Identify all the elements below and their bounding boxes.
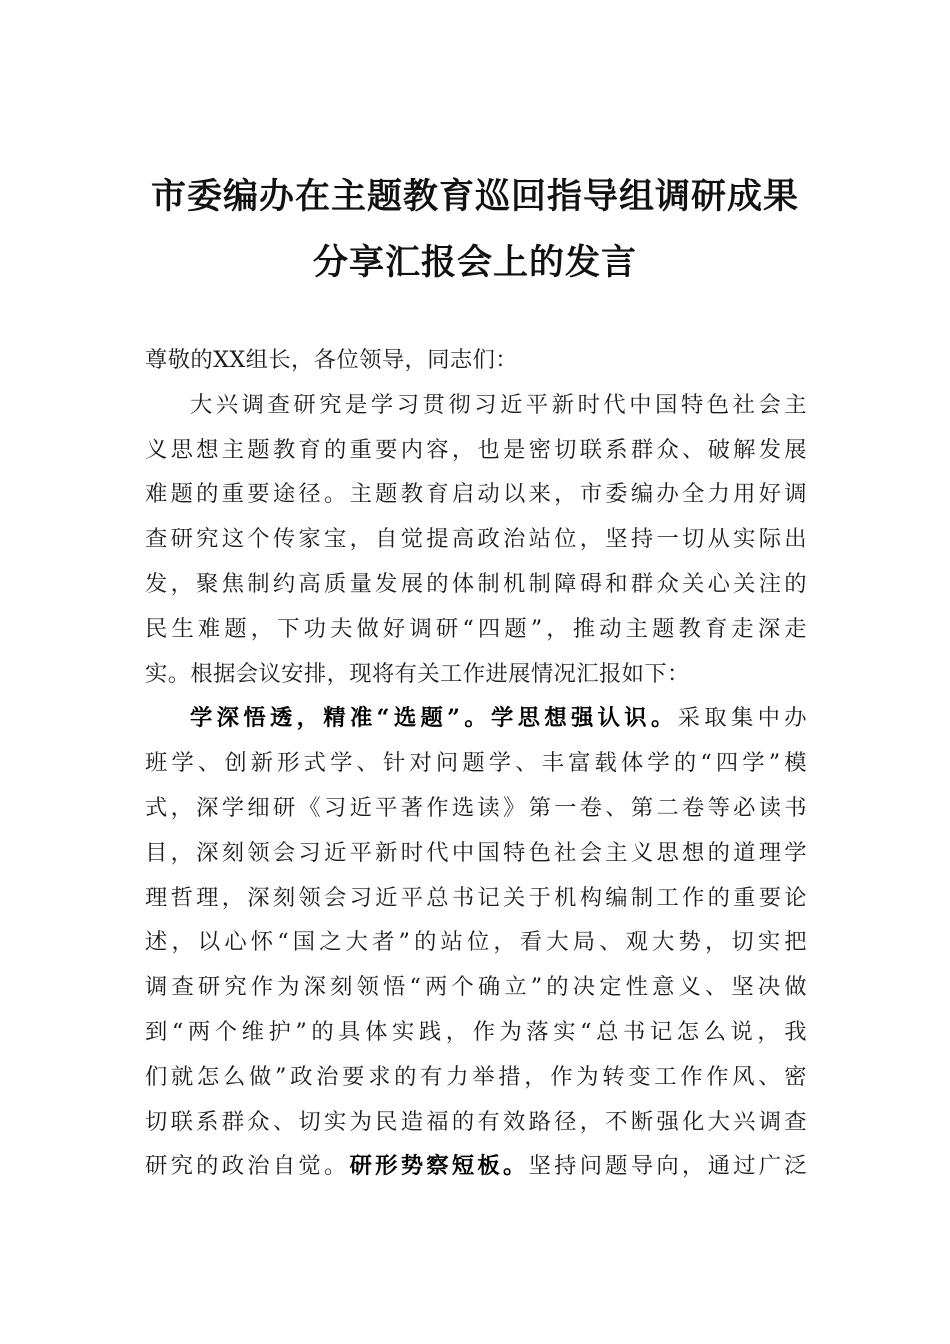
paragraph-1-line: 难题的重要途径。主题教育启动以来，市委编办全力用好调: [145, 481, 807, 508]
paragraph-2-line: 们就怎么做”政治要求的有力举措，作为转变工作作风、密: [145, 1063, 807, 1090]
paragraph-2-line: 式，深学细研《习近平著作选读》第一卷、第二卷等必读书: [145, 794, 807, 821]
document-title-line-2: 分享汇报会上的发言: [312, 242, 637, 283]
paragraph-2-line: 到“两个维护”的具体实践，作为落实“总书记怎么说，我: [145, 1018, 807, 1045]
paragraph-2-line: 调查研究作为深刻领悟“两个确立”的决定性意义、坚决做: [145, 974, 807, 1001]
paragraph-2-line: 述，以心怀“国之大者”的站位，看大局、观大势，切实把: [145, 929, 807, 956]
paragraph-1-line: 实。根据会议安排，现将有关工作进展情况汇报如下：: [145, 660, 690, 687]
document-title-line-1: 市委编办在主题教育巡回指导组调研成果: [150, 176, 799, 217]
paragraph-1-line: 发，聚焦制约高质量发展的体制机制障碍和群众关心关注的: [145, 570, 807, 597]
paragraph-1-line: 查研究这个传家宝，自觉提高政治站位，坚持一切从实际出: [145, 526, 807, 553]
subsection-heading: 研形势察短板。: [349, 1153, 529, 1180]
document-body: [145, 338, 807, 1189]
paragraph-2-first-line: [145, 696, 807, 741]
paragraph-1-line: 大兴调查研究是学习贯彻习近平新时代中国特色社会主: [190, 391, 807, 418]
section-heading: 学深悟透，精准“选题”。学思想强认识。: [190, 705, 678, 732]
paragraph-2-line: 目，深刻领会习近平新时代中国特色社会主义思想的道理学: [145, 839, 807, 866]
paragraph-2-line: 切联系群众、切实为民造福的有效路径，不断强化大兴调查: [145, 1108, 807, 1135]
paragraph-2-last-line: [145, 1144, 807, 1189]
paragraph-2-line: 理哲理，深刻领会习近平总书记关于机构编制工作的重要论: [145, 884, 807, 911]
paragraph-1-line: 民生难题，下功夫做好调研“四题”，推动主题教育走深走: [145, 615, 807, 642]
paragraph-2-line: 班学、创新形式学、针对问题学、丰富载体学的“四学”模: [145, 750, 807, 777]
last-line-start: 研究的政治自觉。: [145, 1153, 350, 1180]
last-line-end: 坚持问题导向，通过广泛: [528, 1153, 807, 1180]
salutation: 尊敬的XX组长，各位领导，同志们：: [145, 347, 519, 373]
paragraph-2-first-line-rest: 采取集中办: [677, 705, 807, 732]
paragraph-1-line: 义思想主题教育的重要内容，也是密切联系群众、破解发展: [145, 436, 807, 463]
